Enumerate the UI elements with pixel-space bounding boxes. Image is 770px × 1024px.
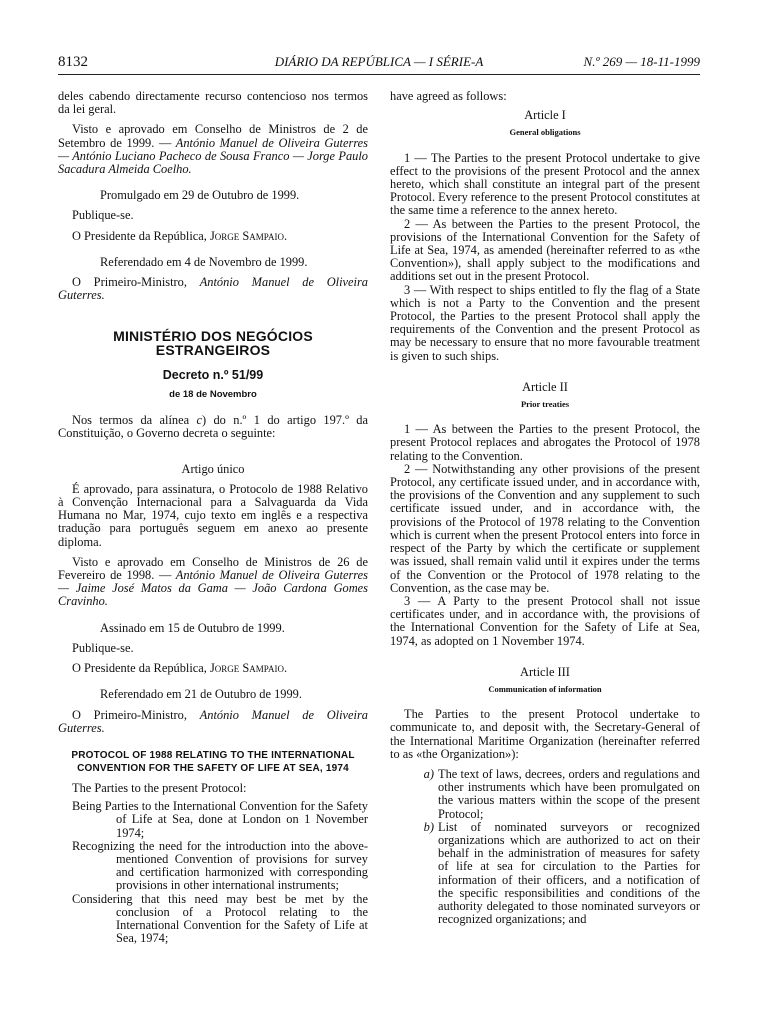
article-heading: Article I <box>524 108 566 123</box>
left-column <box>58 90 368 945</box>
decree-intro: Nos termos da alínea c) do n.º 1 do artigo 197.º da Constituição, o Governo decreta o seguinte: <box>58 413 368 441</box>
article-heading: Artigo único <box>181 461 245 476</box>
page-number: 8132 <box>58 54 88 70</box>
prime-minister-line: O Primeiro-Ministro, António Manuel de Oliveira Guterres. <box>58 707 368 735</box>
referendum-line: Referendado em 21 de Outubro de 1999. <box>100 687 302 702</box>
publish-line: Publique-se. <box>72 208 134 223</box>
article-subheading: General obligations <box>509 127 581 138</box>
list-item-label: b) <box>423 819 434 834</box>
paragraph: have agreed as follows: <box>390 89 507 103</box>
list-item-text: List of nominated surveyors or recognized organizations which are authorized to act on their behalf in the administration of measures for safety of life at sea for circulation to the Parties for information of their officers, and a notification of the specific responsibilities and conditions of the authority delegated to those nominated surveyors or recognized organizations; and <box>438 819 700 927</box>
paragraph: Visto e aprovado em Conselho de Ministros de 26 de Fevereiro de 1998. — António Manuel de Oliveira Guterres — Jaime José Matos da Gama — João Cardona Gomes Cravinho. <box>58 554 368 609</box>
article-heading: Article II <box>522 379 568 394</box>
paragraph: 3 — A Party to the present Protocol shall not issue certificates under, and in accordance with, the provisions of the International Convention for the Safety of Life at Sea, 1974, as adopted on 1 November 1974. <box>390 593 700 648</box>
recital: Being Parties to the International Convention for the Safety of Life at Sea, done at London on 1 November 1974; <box>72 799 368 840</box>
list-item-text: The text of laws, decrees, orders and regulations and other instruments which have been promulgated on the various matters within the scope of the present Protocol; <box>438 766 700 821</box>
article-heading: Article III <box>520 664 570 679</box>
president-line: O Presidente da República, Jorge Sampaio. <box>72 228 288 243</box>
publication-title: DIÁRIO DA REPÚBLICA — I SÉRIE-A <box>274 54 484 69</box>
paragraph: The Parties to the present Protocol undertake to communicate to, and deposit with, the Secretary-General of the International Maritime Organization (hereinafter referred to as «the Organization»): <box>390 707 700 761</box>
signed-line: Assinado em 15 de Outubro de 1999. <box>100 620 285 635</box>
ministry-heading: MINISTÉRIO DOS NEGÓCIOS ESTRANGEIROS <box>113 328 313 358</box>
list-item <box>390 768 700 821</box>
referendum-line: Referendado em 4 de Novembro de 1999. <box>100 254 308 269</box>
paragraph: 2 — Notwithstanding any other provisions of the present Protocol, any certificate issued under, and in accordance with, the provisions of the Convention and any supplement to such certificate issued under, and in accordance with, the provisions of the Protocol of 1978 relating to the Convention which is current when the present Protocol enters into force in respect of the Party by which the certificate or supplement was issued, shall remain valid until it expires under the terms of the Convention or the Protocol of 1978 relating to the Convention, as the case may be. <box>390 461 700 595</box>
protocol-title: PROTOCOL OF 1988 RELATING TO THE INTERNATIONAL CONVENTION FOR THE SAFETY OF LIFE AT SEA, 1974 <box>71 749 355 774</box>
president-line: O Presidente da República, Jorge Sampaio. <box>72 661 288 676</box>
publish-line: Publique-se. <box>72 640 134 655</box>
list-item-label: a) <box>423 766 434 781</box>
list-item <box>390 821 700 927</box>
paragraph: The Parties to the present Protocol: <box>72 780 247 795</box>
recital: Considering that this need may best be met by the conclusion of a Protocol relating to the International Convention for the Safety of Life at Sea, 1974; <box>72 891 368 946</box>
paragraph: deles cabendo directamente recurso contencioso nos termos da lei geral. <box>58 89 368 117</box>
paragraph: 1 — The Parties to the present Protocol undertake to give effect to the provisions of the present Protocol and the annex hereto, which shall constitute an integral part of the present Protocol. Every reference to the present Protocol constitutes at the same time a reference to the annex hereto. <box>390 150 701 218</box>
article-subheading: Prior treaties <box>520 399 570 410</box>
paragraph: 1 — As between the Parties to the present Protocol, the present Protocol replaces and abrogates the Protocol of 1978 relating to the Convention. <box>390 422 700 463</box>
paragraph: 3 — With respect to ships entitled to fly the flag of a State which is not a Party to the Convention and the present Protocol, the Parties to the present Protocol shall apply the requirements of the Convention and the present Protocol as may be necessary to ensure that no more favourable treatment is given to such ships. <box>390 282 700 363</box>
promulgation-line: Promulgado em 29 de Outubro de 1999. <box>100 188 300 203</box>
prime-minister-line: O Primeiro-Ministro, António Manuel de Oliveira Guterres. <box>58 275 368 303</box>
decree-date: de 18 de Novembro <box>169 389 257 401</box>
issue-date: N.º 269 — 18-11-1999 <box>583 54 700 69</box>
right-column <box>390 90 700 926</box>
page-header <box>58 52 700 75</box>
paragraph: Visto e aprovado em Conselho de Ministros de 2 de Setembro de 1999. — António Manuel de Oliveira Guterres — António Luciano Pacheco de Sousa Franco — Jorge Paulo Sacadura Almeida Coelho. <box>58 122 368 177</box>
decree-number: Decreto n.º 51/99 <box>162 367 264 382</box>
recital: Recognizing the need for the introduction into the above-mentioned Convention of provisions for survey and certification harmonized with corresponding provisions in other international instruments; <box>72 838 368 893</box>
paragraph: 2 — As between the Parties to the present Protocol, the provisions of the International Convention for the Safety of Life at Sea, 1974, as amended (hereinafter referred to as «the Convention»), shall apply subject to the modifications and additions set out in the present Protocol. <box>390 216 700 284</box>
paragraph: É aprovado, para assinatura, o Protocolo de 1988 Relativo à Convenção Internacional para a Salvaguarda da Vida Humana no Mar, 1974, cujo texto em inglês e a respectiva tradução para português seguem em anexo ao presente diploma. <box>58 481 368 549</box>
article-subheading: Communication of information <box>488 683 602 694</box>
